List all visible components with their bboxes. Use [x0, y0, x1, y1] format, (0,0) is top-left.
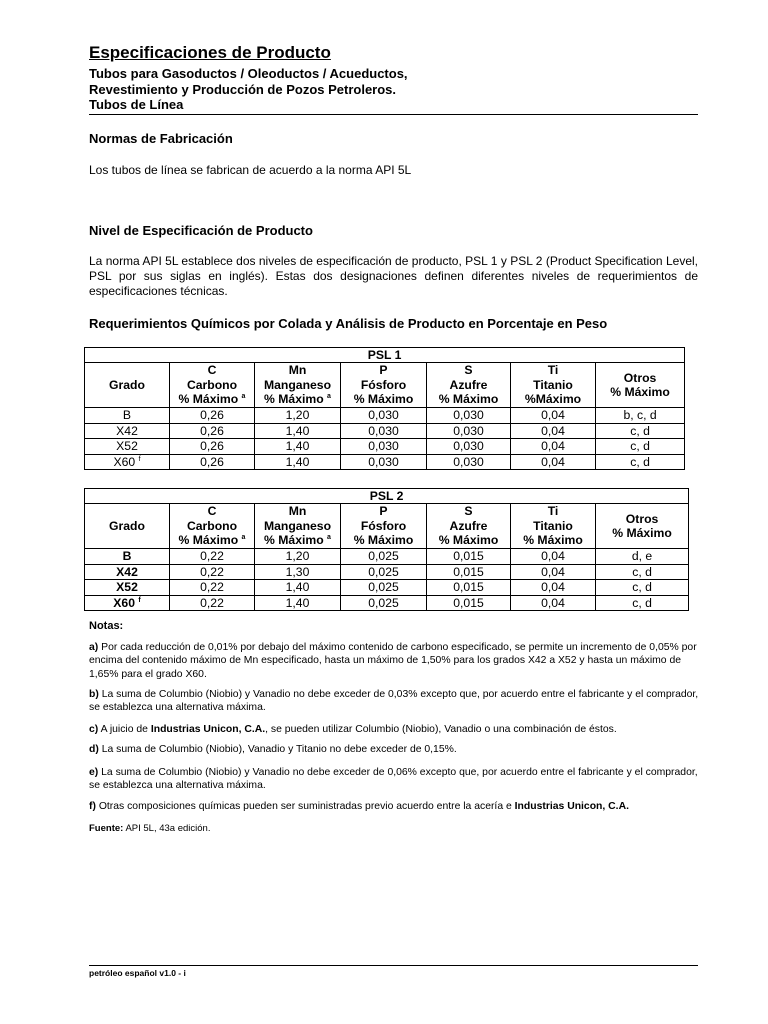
footer-text: petróleo español v1.0 - i: [89, 968, 186, 978]
table-row: X60 $^f$ 0,26 1,40 0,030 0,030 0,04 c, d: [85, 454, 685, 470]
header-azufre: S Azufre % Máximo: [427, 363, 511, 408]
note-c: c) A juicio de Industrias Unicon, C.A., se pueden utilizar Columbio (Niobio), Vanadio o una combinación de éstos.: [89, 724, 617, 735]
section-heading-requerimientos: Requerimientos Químicos por Colada y Análisis de Producto en Porcentaje en Peso: [89, 316, 608, 331]
table-row: X52 0,26 1,40 0,030 0,030 0,04 c, d: [85, 439, 685, 455]
table-row: X52 0,22 1,40 0,025 0,015 0,04 c, d: [85, 580, 689, 596]
subtitle-line: Tubos para Gasoductos / Oleoductos / Acueductos,: [89, 66, 408, 81]
header-titanio: Ti Titanio % Máximo: [511, 504, 596, 549]
table-row: X42 0,26 1,40 0,030 0,030 0,04 c, d: [85, 423, 685, 439]
header-azufre: S Azufre % Máximo: [427, 504, 511, 549]
header-titanio: Ti Titanio %Máximo: [511, 363, 596, 408]
header-fosforo: P Fósforo % Máximo: [341, 363, 427, 408]
table-row: B 0,26 1,20 0,030 0,030 0,04 b, c, d: [85, 408, 685, 424]
psl2-table: [84, 488, 689, 611]
note-a: a) Por cada reducción de 0,01% por debajo del máximo contenido de carbono especificado, se permite un incremento de 0,05% por encima del contenido máximo de Mn especificado, hasta un máximo de 1,50% para los grados X42 a X52 y hasta un máximo de 1,65% para el grado X60.: [89, 642, 697, 680]
notes-title: Notas:: [89, 620, 124, 632]
footer-divider: [89, 965, 698, 966]
section-text-nivel: La norma API 5L establece dos niveles de especificación de producto, PSL 1 y PSL 2 (Product Specification Level, PSL por sus siglas en inglés). Estas dos designaciones definen diferentes niveles de requerimientos de especificaciones técnicas.: [89, 254, 698, 298]
header-grado: Grado: [85, 504, 170, 549]
table-row: X42 0,22 1,30 0,025 0,015 0,04 c, d: [85, 564, 689, 580]
header-otros: Otros % Máximo: [596, 504, 689, 549]
header-manganeso: Mn Manganeso % Máximo $^a$: [255, 504, 341, 549]
section-heading-nivel: Nivel de Especificación de Producto: [89, 223, 313, 238]
header-carbono: C Carbono % Máximo $^a$: [170, 504, 255, 549]
subtitle-line: Tubos de Línea: [89, 97, 184, 112]
note-fuente: Fuente: API 5L, 43a edición.: [89, 823, 211, 834]
psl1-header-row: [85, 363, 685, 408]
header-grado: Grado: [85, 363, 170, 408]
page-subtitle: [89, 66, 689, 113]
note-f: f) Otras composiciones químicas pueden ser suministradas previo acuerdo entre la acería e Industrias Unicon, C.A.: [89, 801, 629, 812]
page-title: Especificaciones de Producto: [89, 43, 331, 62]
note-d: d) La suma de Columbio (Niobio), Vanadio y Titanio no debe exceder de 0,15%.: [89, 744, 457, 755]
psl1-label: PSL 1: [85, 348, 685, 363]
subtitle-line: Revestimiento y Producción de Pozos Petroleros.: [89, 81, 397, 97]
header-manganeso: Mn Manganeso % Máximo $^a$: [255, 363, 341, 408]
table-row: X60 $^f$ 0,22 1,40 0,025 0,015 0,04 c, d: [85, 595, 689, 611]
note-e: e) La suma de Columbio (Niobio) y Vanadio no debe exceder de 0,06% excepto que, por acuerdo entre el fabricante y el comprador, se establezca una alternativa máxima.: [89, 767, 698, 792]
table-row: B 0,22 1,20 0,025 0,015 0,04 d, e: [85, 549, 689, 565]
header-fosforo: P Fósforo % Máximo: [341, 504, 427, 549]
note-b: b) La suma de Columbio (Niobio) y Vanadio no debe exceder de 0,03% excepto que, por acuerdo entre el fabricante y el comprador, se establezca una alternativa máxima.: [89, 689, 699, 714]
section-text-normas: Los tubos de línea se fabrican de acuerdo a la norma API 5L: [89, 163, 412, 177]
psl1-table: [84, 347, 685, 470]
header-otros: Otros % Máximo: [596, 363, 685, 408]
header-divider: [89, 114, 698, 115]
psl2-header-row: [85, 504, 689, 549]
header-carbono: C Carbono % Máximo $^a$: [170, 363, 255, 408]
section-heading-normas: Normas de Fabricación: [89, 131, 233, 146]
psl2-label: PSL 2: [85, 489, 689, 504]
